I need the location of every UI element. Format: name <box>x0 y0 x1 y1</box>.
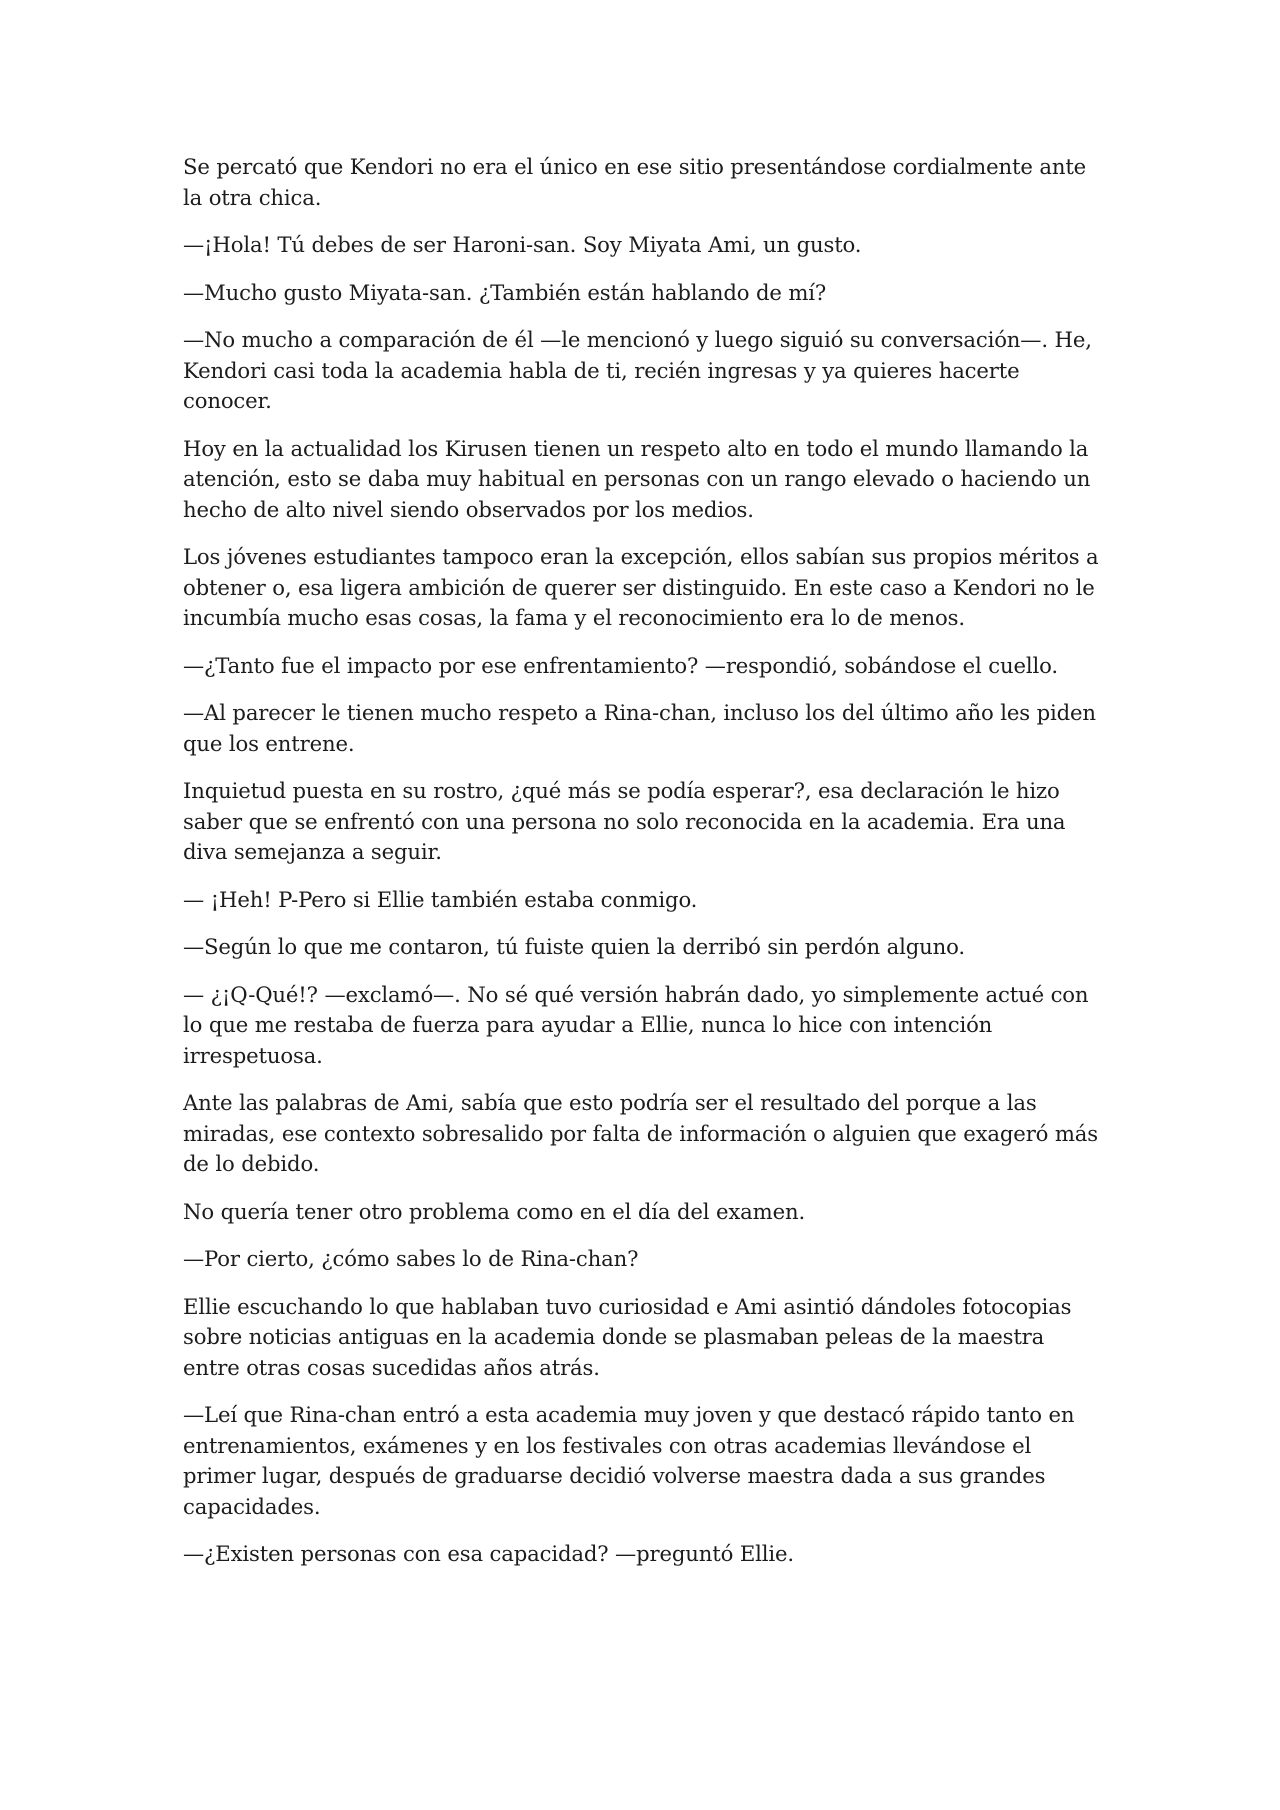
paragraph: —¿Tanto fue el impacto por ese enfrentamiento? —respondió, sobándose el cuello. <box>183 652 1058 678</box>
paragraph: Inquietud puesta en su rostro, ¿qué más se podía esperar?, esa declaración le hizo saber que se enfrentó con una persona no solo reconocida en la academia. Era una diva semejanza a seguir. <box>183 778 1066 864</box>
paragraph: —Leí que Rina-chan entró a esta academia muy joven y que destacó rápido tanto en entrenamientos, exámenes y en los festivales con otras academias llevándose el primer lugar, después de graduarse decidió volverse maestra dada a sus grandes capacidades. <box>183 1402 1075 1519</box>
paragraph: — ¿¡Q-Qué!? —exclamó—. No sé qué versión habrán dado, yo simplemente actué con lo que me restaba de fuerza para ayudar a Ellie, nunca lo hice con intención irrespetuosa. <box>183 981 1089 1068</box>
paragraph: Los jóvenes estudiantes tampoco eran la excepción, ellos sabían sus propios méritos a obtener o, esa ligera ambición de querer ser distinguido. En este caso a Kendori no le incumbía mucho esas cosas, la fama y el reconocimiento era lo de menos. <box>183 544 1099 630</box>
paragraph: Hoy en la actualidad los Kirusen tienen un respeto alto en todo el mundo llamando la atención, esto se daba muy habitual en personas con un rango elevado o haciendo un hecho de alto nivel siendo observados por los medios. <box>183 435 1091 522</box>
paragraph: —Según lo que me contaron, tú fuiste quien la derribó sin perdón alguno. <box>183 934 965 959</box>
paragraph: Ante las palabras de Ami, sabía que esto podría ser el resultado del porque a las miradas, ese contexto sobresalido por falta de información o alguien que exageró más de lo debido. <box>183 1090 1099 1176</box>
paragraph: — ¡Heh! P-Pero si Ellie también estaba conmigo. <box>183 886 698 912</box>
paragraph: Se percató que Kendori no era el único en ese sitio presentándose cordialmente ante la otra chica. <box>183 154 1087 210</box>
paragraph: —Mucho gusto Miyata-san. ¿También están hablando de mí? <box>183 279 827 305</box>
document-body <box>183 152 1103 1587</box>
paragraph: Ellie escuchando lo que hablaban tuvo curiosidad e Ami asintió dándoles fotocopias sobre noticias antiguas en la academia donde se plasmaban peleas de la maestra entre otras cosas sucedidas años atrás. <box>183 1293 1072 1380</box>
paragraph: —Al parecer le tienen mucho respeto a Rina-chan, incluso los del último año les piden que los entrene. <box>183 700 1096 756</box>
paragraph: —Por cierto, ¿cómo sabes lo de Rina-chan? <box>183 1246 639 1271</box>
paragraph: —No mucho a comparación de él —le mencionó y luego siguió su conversación—. He, Kendori casi toda la academia habla de ti, recién ingresas y ya quieres hacerte conocer. <box>183 327 1092 413</box>
paragraph: No quería tener otro problema como en el día del examen. <box>183 1198 806 1224</box>
paragraph: —¡Hola! Tú debes de ser Haroni-san. Soy Miyata Ami, un gusto. <box>183 232 862 257</box>
paragraph: —¿Existen personas con esa capacidad? —preguntó Ellie. <box>183 1541 795 1566</box>
